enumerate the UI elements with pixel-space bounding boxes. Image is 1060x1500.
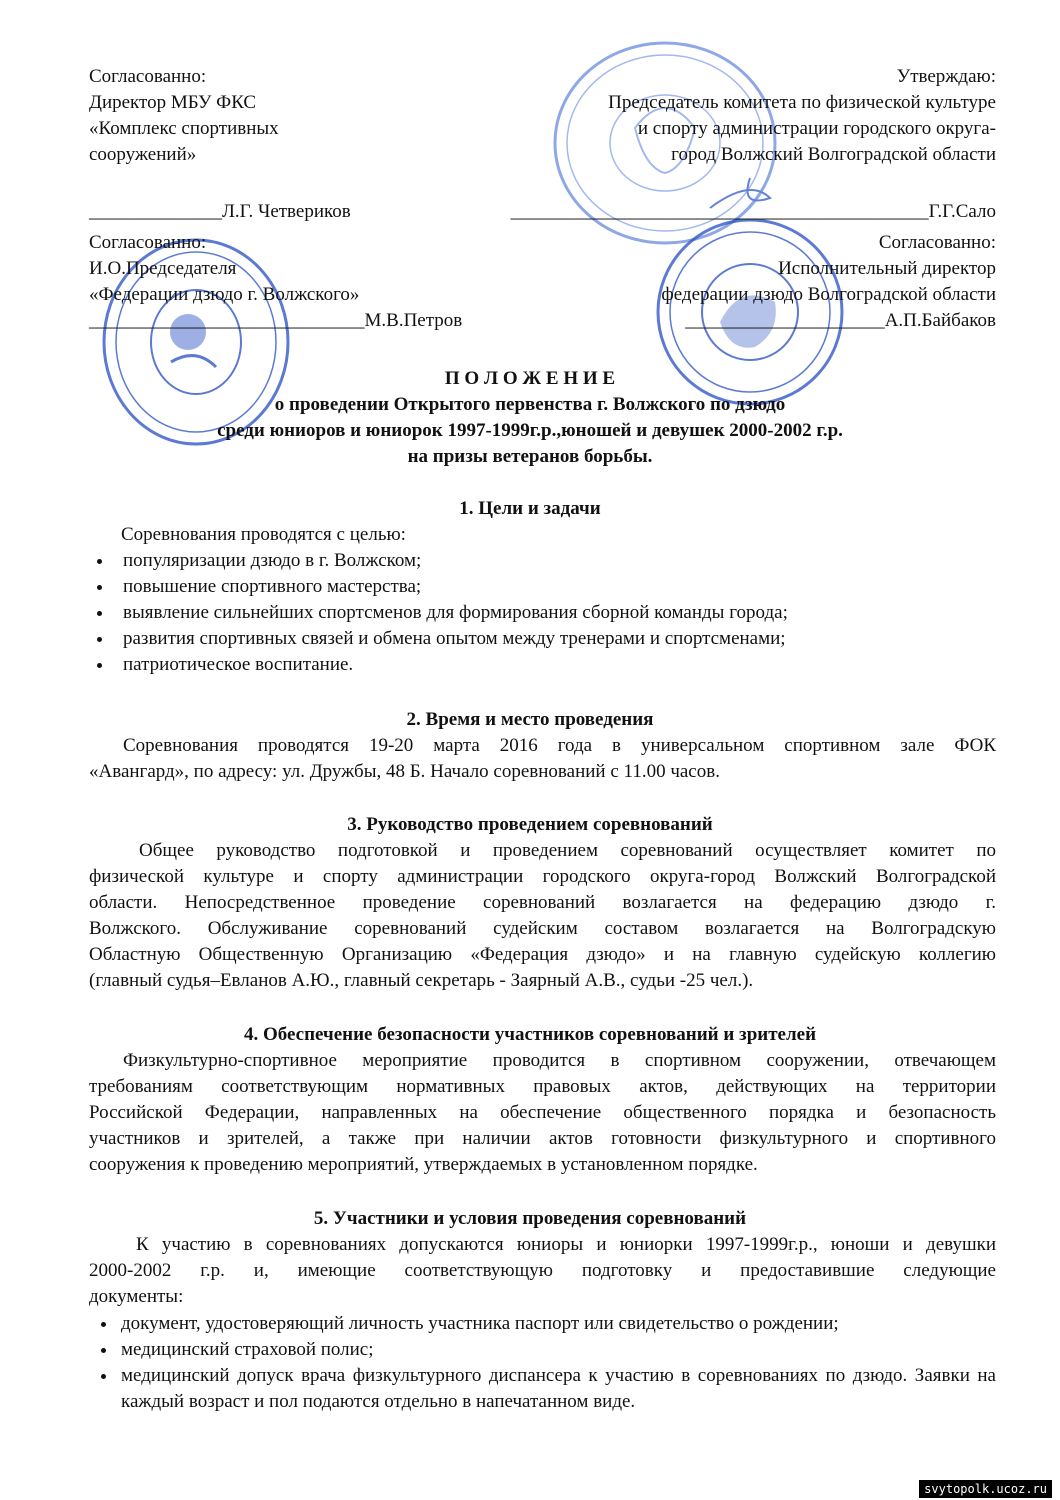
- section-5-list: [93, 1311, 996, 1415]
- title-line: среди юниоров и юниорок 1997-1999г.р.,юношей и девушек 2000-2002 г.р.: [217, 420, 843, 441]
- list-item: развития спортивных связей и обмена опытом между тренерами и спортсменами;: [89, 626, 996, 652]
- paragraph-line: требованиям соответствующим нормативных правовых актов, действующих на территории: [89, 1076, 996, 1097]
- header-right-line: Председатель комитета по физической культуре: [608, 92, 996, 113]
- section-3-body: [89, 838, 996, 994]
- header-left-line: «Федерации дзюдо г. Волжского»: [89, 284, 360, 305]
- header-left-approval: [89, 64, 279, 168]
- header-right-approval: [608, 64, 996, 168]
- list-item: медицинский допуск врача физкультурного диспансера к участию в соревнованиях по дзюдо. Заявки на каждый возраст и пол подаются отдельно в напечатанном виде.: [93, 1363, 996, 1415]
- section-4-heading: 4. Обеспечение безопасности участников соревнований и зрителей: [243, 1024, 817, 1045]
- document-title: [0, 366, 1060, 470]
- paragraph-line: Общее руководство подготовкой и проведением соревнований осуществляет комитет по: [139, 840, 996, 861]
- header-left-line: И.О.Председателя: [89, 258, 237, 279]
- signature-baibakov: _____________________А.П.Байбаков: [685, 310, 996, 331]
- paragraph-line: физической культуре и спорту администрации городского округа-город Волжский Волгоградской: [89, 866, 996, 887]
- section-3-heading: 3. Руководство проведением соревнований: [347, 814, 713, 835]
- section-1-intro: Соревнования проводятся с целью:: [121, 524, 406, 545]
- header-right-line: и спорту администрации городского округа-: [637, 118, 996, 139]
- section-1-heading: 1. Цели и задачи: [459, 498, 601, 519]
- paragraph-line: участников и зрителей, а также при наличии актов готовности физкультурного и спортивного: [89, 1128, 996, 1149]
- paragraph-line: области. Непосредственное проведение соревнований возлагается на федерацию дзюдо г.: [89, 892, 996, 913]
- section-1-list: [89, 548, 996, 678]
- list-item: повышение спортивного мастерства;: [89, 574, 996, 600]
- header-right-line: Согласованно:: [878, 232, 996, 253]
- paragraph-line: «Авангард», по адресу: ул. Дружбы, 48 Б. Начало соревнований с 11.00 часов.: [89, 761, 720, 782]
- list-item: патриотическое воспитание.: [89, 652, 996, 678]
- list-item: документ, удостоверяющий личность участника паспорт или свидетельство о рождении;: [93, 1311, 996, 1337]
- header-left-line: «Комплекс спортивных: [89, 118, 279, 139]
- paragraph-line: документы:: [89, 1286, 184, 1307]
- header-right-line: федерации дзюдо Волгоградской области: [661, 284, 996, 305]
- paragraph-line: Соревнования проводятся 19-20 марта 2016 года в универсальном спортивном зале ФОК: [123, 735, 996, 756]
- header-right-line: Утверждаю:: [896, 66, 996, 87]
- header-left-line: Согласованно:: [89, 66, 207, 87]
- header-right-line: город Волжский Волгоградской области: [671, 144, 996, 165]
- header-left-line: сооружений»: [89, 144, 197, 165]
- signature-petrov: _____________________________М.В.Петров: [89, 310, 463, 331]
- section-4-body: [89, 1048, 996, 1178]
- paragraph-line: (главный судья–Евланов А.Ю., главный секретарь - Заярный А.В., судьи -25 чел.).: [89, 970, 754, 991]
- header-left-line: Директор МБУ ФКС: [89, 92, 257, 113]
- section-5-body: [89, 1232, 996, 1310]
- section-5-heading: 5. Участники и условия проведения соревнований: [313, 1208, 747, 1229]
- watermark-url: svytopolk.ucoz.ru: [919, 1480, 1052, 1498]
- paragraph-line: Областную Общественную Организацию «Федерация дзюдо» и на главную судейскую коллегию: [89, 944, 996, 965]
- title-heading: П О Л О Ж Е Н И Е: [444, 368, 616, 389]
- list-item: медицинский страховой полис;: [93, 1337, 996, 1363]
- list-item: популяризации дзюдо в г. Волжском;: [89, 548, 996, 574]
- header-right-approval-2: [661, 230, 996, 334]
- header-left-approval-2: [89, 230, 462, 334]
- paragraph-line: Волжского. Обслуживание соревнований судейским составом возлагается на Волгоградскую: [89, 918, 996, 939]
- paragraph-line: сооружения к проведению мероприятий, утверждаемых в установленном порядке.: [89, 1154, 758, 1175]
- paragraph-line: К участию в соревнованиях допускаются юниоры и юниорки 1997-1999г.р., юноши и девушки: [136, 1234, 996, 1255]
- header-left-line: Согласованно:: [89, 232, 207, 253]
- signature-chetverikov: ______________Л.Г. Четвериков: [89, 201, 351, 222]
- section-2-body: [89, 733, 996, 785]
- paragraph-line: Физкультурно-спортивное мероприятие проводится в спортивном сооружении, отвечающем: [123, 1050, 996, 1071]
- title-line: на призы ветеранов борьбы.: [407, 446, 653, 467]
- signature-salo: ____________________________________________Г.Г.Сало: [510, 201, 996, 222]
- title-line: о проведении Открытого первенства г. Волжского по дзюдо: [274, 394, 786, 415]
- list-item: выявление сильнейших спортсменов для формирования сборной команды города;: [89, 600, 996, 626]
- header-right-line: Исполнительный директор: [778, 258, 996, 279]
- paragraph-line: Российской Федерации, направленных на обеспечение общественного порядка и безопасность: [89, 1102, 996, 1123]
- paragraph-line: 2000-2002 г.р. и, имеющие соответствующую подготовку и предоставившие следующие: [89, 1260, 996, 1281]
- section-2-heading: 2. Время и место проведения: [406, 709, 654, 730]
